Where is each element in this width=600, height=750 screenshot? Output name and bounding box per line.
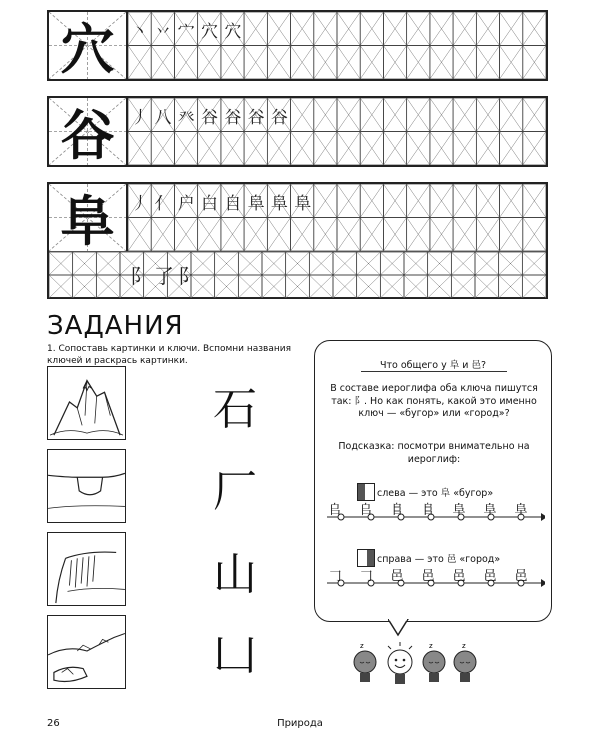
model-cell — [49, 184, 128, 251]
stroke-step: 自 — [224, 193, 242, 214]
radical-key-mountain[interactable]: 山 — [213, 549, 257, 600]
evolution-glyph: 阜 — [514, 503, 528, 518]
evolution-glyph: 𠃌 — [328, 569, 342, 584]
stroke-order — [128, 184, 314, 218]
stroke-step: 白 — [201, 193, 219, 214]
stroke-step: 亻 — [154, 193, 172, 214]
evolution-glyph: 阜 — [483, 503, 497, 518]
stroke-step: 户 — [177, 193, 195, 214]
rock-grass-picture[interactable] — [47, 615, 126, 689]
evolution-glyph: 邑 — [390, 569, 404, 584]
stroke-step: 谷 — [224, 107, 242, 128]
lightbulbs-illustration — [350, 640, 485, 695]
bubble-hint: Подсказка: посмотри внимательно на иероглиф: — [338, 441, 530, 465]
stroke-order — [128, 98, 291, 132]
practice-row-gu — [47, 96, 548, 167]
stroke-step: 阝 — [178, 263, 198, 288]
evolution-glyph: 邑 — [514, 569, 528, 584]
stroke-step: 谷 — [247, 107, 265, 128]
svg-text:z: z — [462, 642, 466, 650]
radical-key-cliff[interactable]: 厂 — [213, 466, 257, 517]
stroke-step: 丿 — [131, 193, 149, 214]
stroke-step: 丶 — [131, 21, 149, 42]
stroke-step: 谷 — [270, 107, 288, 128]
stroke-step: 丿 — [131, 107, 149, 128]
stroke-step: 阜 — [247, 193, 265, 214]
stroke-step: 穴 — [201, 21, 219, 42]
model-character: 阜 — [60, 190, 115, 253]
bubble-tail — [388, 619, 410, 637]
bubble-title: Что общего у 阜 и 邑? — [379, 360, 487, 371]
model-character: 穴 — [60, 18, 115, 81]
evolution-yi — [325, 569, 541, 589]
stroke-step: 阝 — [130, 263, 150, 288]
stroke-step: 宀 — [177, 21, 195, 42]
evolution-glyph: 𠂤 — [359, 503, 373, 518]
evolution-glyph: 邑 — [483, 569, 497, 584]
cliff-waterfall-picture[interactable] — [47, 532, 126, 606]
practice-row-xue — [47, 10, 548, 81]
shining-bulb-icon — [388, 642, 412, 684]
info-bubble — [314, 340, 552, 622]
mountains-picture[interactable] — [47, 366, 126, 440]
evolution-glyph: 𨸏 — [390, 503, 404, 518]
svg-text:z: z — [429, 642, 433, 650]
evolution-glyph: 𠃌 — [359, 569, 373, 584]
stroke-step: 谷 — [201, 107, 219, 128]
stroke-step: 八 — [154, 107, 172, 128]
radical-stroke-order — [128, 256, 200, 292]
model-character: 谷 — [60, 104, 115, 167]
radical-key-stone[interactable]: 石 — [213, 384, 257, 435]
bubble-text: В составе иероглифа оба ключа пишутся так: 阝. Но как понять, какой это именно ключ — «бугор» или «город»? — [330, 383, 538, 419]
tasks-title: ЗАДАНИЯ — [47, 311, 184, 341]
practice-cells-radical[interactable] — [49, 251, 546, 298]
cave-picture[interactable] — [47, 449, 126, 523]
sleeping-bulb-icon — [423, 642, 445, 682]
practice-sheet — [47, 10, 548, 299]
left-side-text: слева — это 阜 «бугор» — [377, 488, 494, 499]
radical-key-hollow[interactable]: 凵 — [213, 630, 257, 681]
title-underline — [361, 371, 507, 372]
right-side-text: справа — это 邑 «город» — [377, 554, 501, 565]
stroke-order — [128, 12, 244, 46]
sleeping-bulb-icon — [354, 642, 376, 682]
stroke-step: 阜 — [270, 193, 288, 214]
stroke-step: 癶 — [177, 107, 195, 128]
evolution-fu — [325, 503, 541, 523]
page-number: 26 — [47, 718, 60, 729]
stroke-step: 穴 — [224, 21, 242, 42]
evolution-glyph: 𠂤 — [328, 503, 342, 518]
evolution-glyph: 𨸏 — [421, 503, 435, 518]
model-cell — [49, 98, 128, 165]
sleeping-bulb-icon — [454, 642, 476, 682]
svg-text:z: z — [360, 642, 364, 650]
evolution-glyph: 邑 — [452, 569, 466, 584]
stroke-step: 了 — [154, 263, 174, 288]
task-instruction: 1. Сопоставь картинки и ключи. Вспомни названия ключей и раскрась картинки. — [47, 344, 292, 366]
practice-row-fu — [47, 182, 548, 299]
model-cell — [49, 12, 128, 79]
stroke-step: 阜 — [294, 193, 312, 214]
stroke-step: 丷 — [154, 21, 172, 42]
evolution-glyph: 邑 — [421, 569, 435, 584]
section-title: Природа — [277, 718, 323, 729]
evolution-glyph: 阜 — [452, 503, 466, 518]
